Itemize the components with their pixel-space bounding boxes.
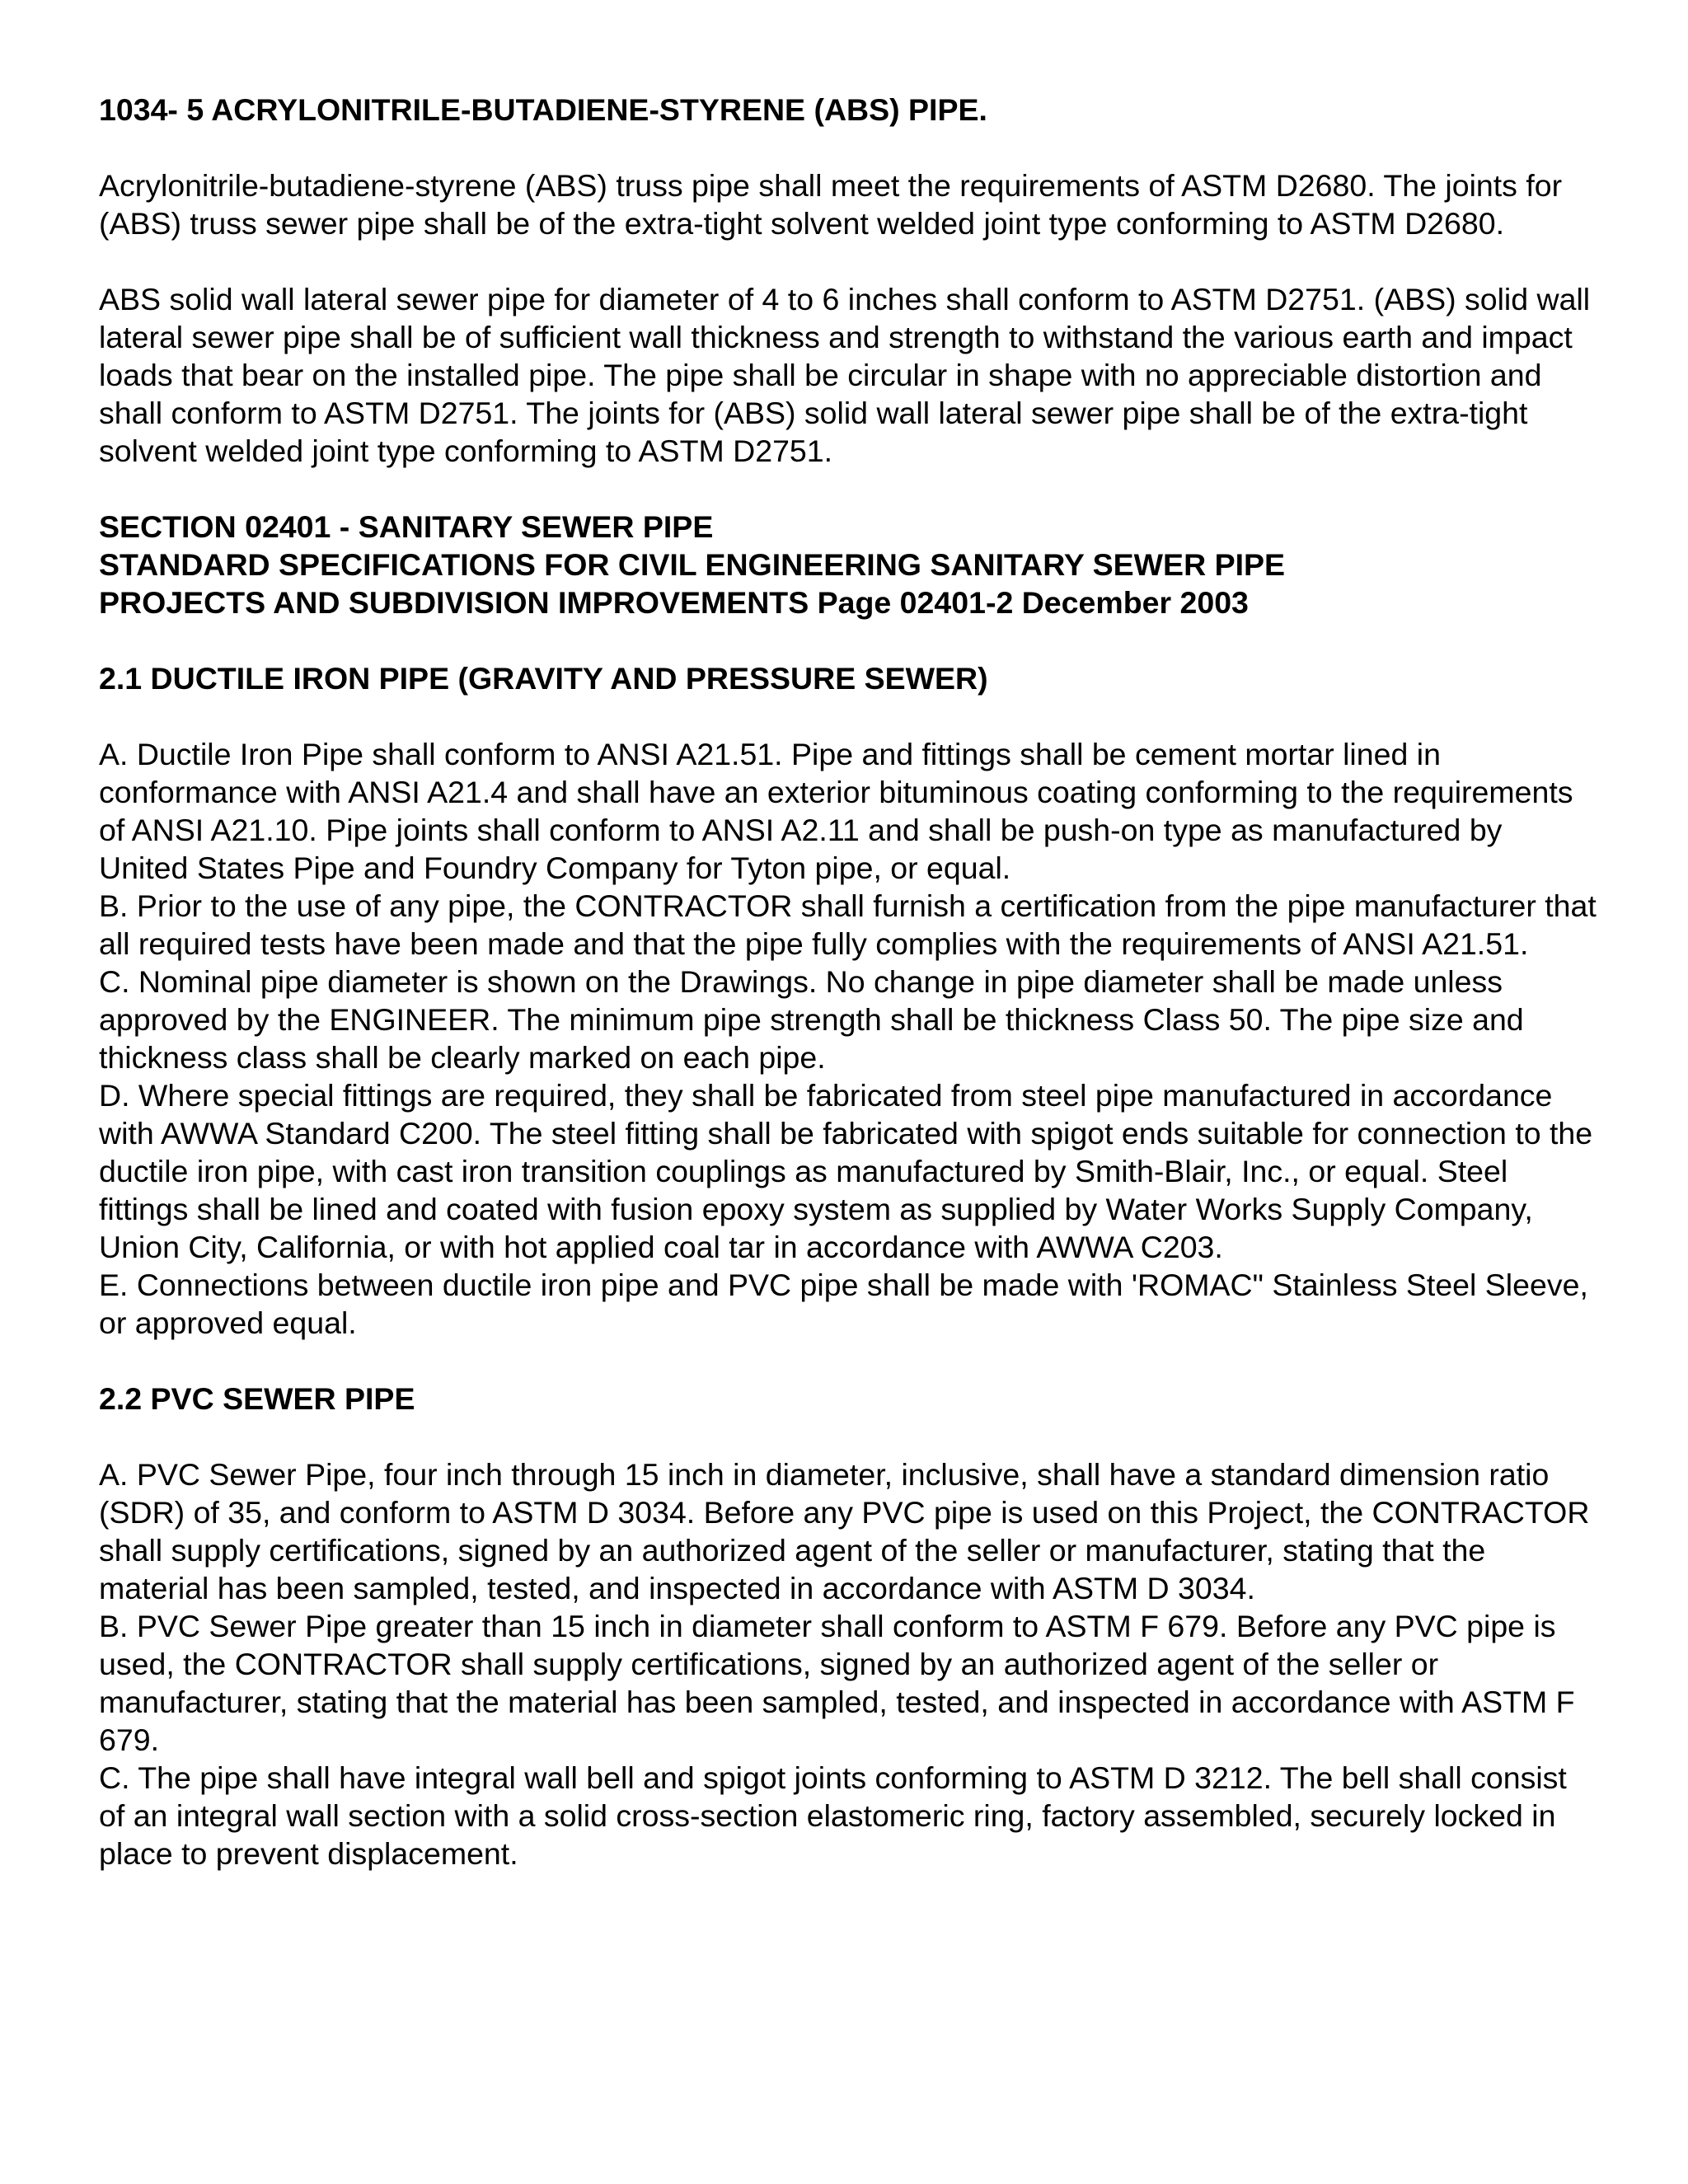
pvc-heading: 2.2 PVC SEWER PIPE xyxy=(99,1381,415,1416)
ductile-item-a: A. Ductile Iron Pipe shall conform to ANSI A21.51. Pipe and fittings shall be cement mortar lined in conformance with ANSI A21.4 and shall have an exterior bituminous coating conforming to the requirements of ANSI A21.10. Pipe joints shall conform to ANSI A2.11 and shall be push-on type as manufactured by United States Pipe and Foundry Company for Tyton pipe, or equal. xyxy=(99,737,1573,885)
ductile-item-c: C. Nominal pipe diameter is shown on the Drawings. No change in pipe diameter shall be made unless approved by the ENGINEER. The minimum pipe strength shall be thickness Class 50. The pipe size and thickness class shall be clearly marked on each pipe. xyxy=(99,964,1524,1075)
section-header-line1: SECTION 02401 - SANITARY SEWER PIPE xyxy=(99,509,714,544)
pvc-item-c: C. The pipe shall have integral wall bell and spigot joints conforming to ASTM D 3212. The bell shall consist of an integral wall section with a solid cross-section elastomeric ring, factory assembled, securely locked in place to prevent displacement. xyxy=(99,1760,1567,1871)
pvc-item-a: A. PVC Sewer Pipe, four inch through 15 inch in diameter, inclusive, shall have a standard dimension ratio (SDR) of 35, and conform to ASTM D 3034. Before any PVC pipe is used on this Project, the CONTRACTOR shall supply certifications, signed by an authorized agent of the seller or manufacturer, stating that the material has been sampled, tested, and inspected in accordance with ASTM D 3034. xyxy=(99,1457,1590,1605)
document-page xyxy=(99,91,1599,1872)
section-header-line2: STANDARD SPECIFICATIONS FOR CIVIL ENGINEERING SANITARY SEWER PIPE xyxy=(99,547,1286,582)
section-header-line3: PROJECTS AND SUBDIVISION IMPROVEMENTS Page 02401-2 December 2003 xyxy=(99,585,1249,620)
ductile-item-d: D. Where special fittings are required, they shall be fabricated from steel pipe manufactured in accordance with AWWA Standard C200. The steel fitting shall be fabricated with spigot ends suitable for connection to the ductile iron pipe, with cast iron transition couplings as manufactured by Smith-Blair, Inc., or equal. Steel fittings shall be lined and coated with fusion epoxy system as supplied by Water Works Supply Company, Union City, California, or with hot applied coal tar in accordance with AWWA C203. xyxy=(99,1078,1593,1264)
pvc-item-b: B. PVC Sewer Pipe greater than 15 inch in diameter shall conform to ASTM F 679. Before any PVC pipe is used, the CONTRACTOR shall supply certifications, signed by an authorized agent of the seller or manufacturer, stating that the material has been sampled, tested, and inspected in accordance with ASTM F 679. xyxy=(99,1609,1575,1757)
ductile-item-b: B. Prior to the use of any pipe, the CONTRACTOR shall furnish a certification from the pipe manufacturer that all required tests have been made and that the pipe fully complies with the requirements of ANSI A21.51. xyxy=(99,888,1597,961)
abs-paragraph-truss: Acrylonitrile-butadiene-styrene (ABS) truss pipe shall meet the requirements of ASTM D2680. The joints for (ABS) truss sewer pipe shall be of the extra-tight solvent welded joint type conforming to ASTM D2680. xyxy=(99,168,1563,241)
abs-section-heading: 1034- 5 ACRYLONITRILE-BUTADIENE-STYRENE (ABS) PIPE. xyxy=(99,92,987,127)
abs-paragraph-solid-wall: ABS solid wall lateral sewer pipe for diameter of 4 to 6 inches shall conform to ASTM D2751. (ABS) solid wall lateral sewer pipe shall be of sufficient wall thickness and strength to withstand the various earth and impact loads that bear on the installed pipe. The pipe shall be circular in shape with no appreciable distortion and shall conform to ASTM D2751. The joints for (ABS) solid wall lateral sewer pipe shall be of the extra-tight solvent welded joint type conforming to ASTM D2751. xyxy=(99,282,1591,468)
ductile-iron-heading: 2.1 DUCTILE IRON PIPE (GRAVITY AND PRESSURE SEWER) xyxy=(99,661,988,696)
ductile-item-e: E. Connections between ductile iron pipe and PVC pipe shall be made with 'ROMAC" Stainless Steel Sleeve, or approved equal. xyxy=(99,1268,1588,1340)
